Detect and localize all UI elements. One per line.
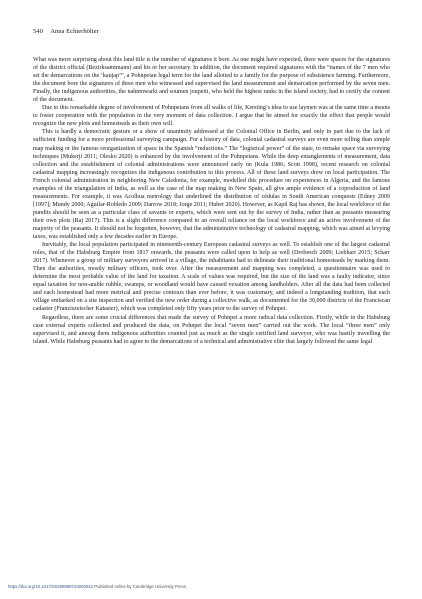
paragraph-5: Regardless, there are some crucial differences that made the survey of Pohnpei a more radical data collection. Firstly, while in the Habsburg case external experts collected and produced the data, on Pohnpei the local “seven men” carried out the work. The local “three men” only supervised it, and among them indigenous authorities counted just as much as the single certified land surveyor, who was hastily travelling the island. While Habsburg peasants had to agree to the demarcations of a technical and administrative elite that largely followed the same legal (33, 314, 390, 345)
running-author: Anna Echterhölter (50, 28, 99, 35)
publisher-note: Published online by Cambridge University Press (94, 584, 186, 589)
doi-link[interactable]: https://doi.org/10.1017/S0269889723000042 (8, 584, 94, 589)
paragraph-1: What was more surprising about this land title is the number of signatures it bore. As one might have expected, there were spaces for the signatures of the district official (Bezirksamtmann) and his or her secretary. In addition, the document required signatures with the “names of the 7 men who set the demarcations on the ‘kaujap’”, a Pohnpeian legal term for the land allotted to a family for the purpose of subsistence farming. Furthermore, the document bore the signatures of three men who witnessed and supervised the land measurement and demarcation performed by the seven men. Finally, the indigenous authorities, the nahnmwarki and soumen joupeiti, who held the highest ranks in the island society, had to certify the content of the document. (33, 57, 390, 104)
page-footer (8, 584, 186, 589)
paragraph-3: This is hardly a democratic gesture or a show of unanimity addressed at the Colonial Office in Berlin, and only in part due to the lack of sufficient funding for a more professional surveying campaign. For a history of data, colonial cadastral surveys are even more telling than simple map making or the famous reorganization of space in the Spanish “reductions.” The “logistical power” of the state, to remake space via surveying techniques (Mukerji 2011; Oleskо 2020) is enhanced by the involvement of the Pohnpeians. While the deep entanglements of measurement, data collection and the establishment of colonial administrations were announced early on (Kula 1986; Scott 1998), recent research on colonial cadastral mapping increasingly recognizes the indigenous contribution to this process. All of these land surveys drew on local participation. The French colonial administration in neighboring New Caledonia, for example, modelled this procedure on experiences in Algeria, and the famous examples of the triangulation of India, as well as the case of the map making in New Spain, all give ample evidence of a coproduction of land measurements. For example, it was Acolhua metrology that underlined the distribution of cédulas in South American conquests (Edney 2009 [1997]; Mundy 2000; Aguilar-Robledo 2009; Darrow 2018; Jorge 2011; Huber 2020). However, as Kapil Raj has shown, the local workforce of the pundits should be seen as a particular class of savants or experts, which were sent out by the survey of India, rather than as peasants measuring their own plots (Raj 2017). This is a slight difference compared to an overall reliance on the local workforce and an active involvement of the majority of the peasants. It should not be forgotten, however, that the administrative technology of cadastral mapping, which was aimed at levying taxes, was established only a few decades earlier in Europe. (33, 129, 390, 241)
body-text (33, 56, 390, 346)
page-number: 540 (33, 28, 43, 35)
running-header (33, 28, 99, 35)
paragraph-4: Inevitably, the local population participated in nineteenth-century European cadastral surveys as well. To establish one of the largest cadastral roles, that of the Habsburg Empire from 1817 onwards, the peasants were called upon to help as well (Drobesch 2009; Liebhart 2015; Scharr 2017). Whenever a group of military surveyors arrived in a village, the inhabitants had to delineate their traditional homesteads by marking them. Then the authorities, mostly military officers, took over. After the measurement and mapping was completed, a questionnaire was used to determine the most probable value of the land for taxation. A scale of values was required, but the size of the land was a faulty indicator, since equal taxation for non-arable rubble, swamps, or woodland would have caused vexation among landholders. After all the data had been collected and each homestead had more metrical and precise contours than ever before, it was customary, and indeed a longstanding tradition, that each village embarked on a site inspection and verified the new order during a collective walk, as documented for the 30,000 districts of the Franciscan cadaster (Franziszeischer Kataster), which was completed only fifty years prior to the survey of Pohnpei. (33, 242, 390, 313)
paragraph-2: Due to this remarkable degree of involvement of Pohnpeians from all walks of life, Kersting’s idea to use laymen was at the same time a means to foster cooperation with the population in the very moment of data collection. I argue that he aimed for exactly the effect that people would recognize the new plots and homesteads as their own will. (33, 105, 390, 128)
